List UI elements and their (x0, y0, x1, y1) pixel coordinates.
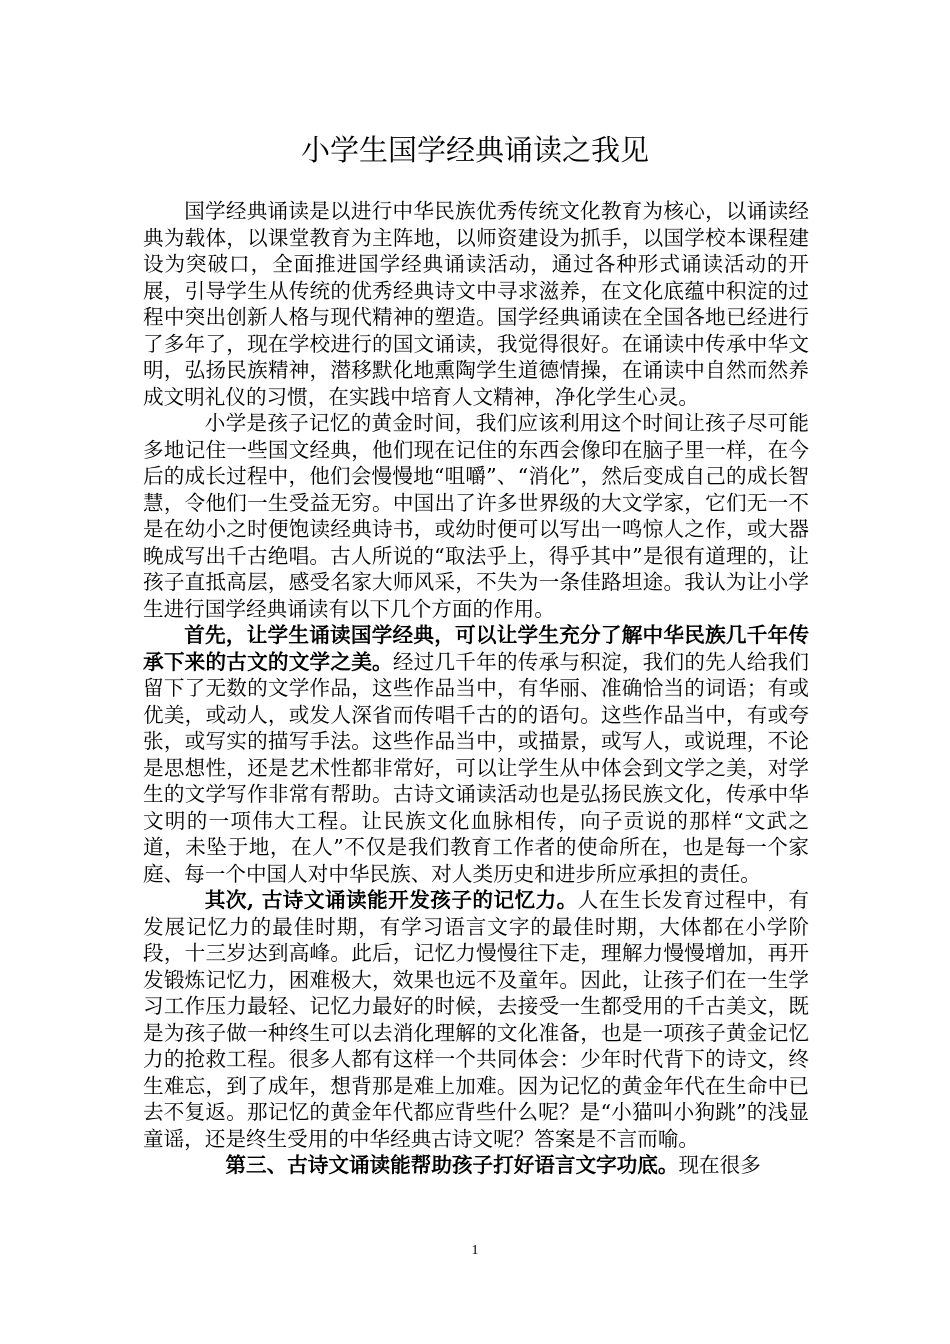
paragraph-3-lead: 首先，让学生诵读国学经典，可以让学生充分了解中华民族几千年传承下来的古文的文学之美。 (143, 623, 809, 674)
paragraph-3-text: 经过几千年的传承与积淀，我们的先人给我们留下了无数的文学作品，这些作品当中，有华丽、准确恰当的词语；有或优美，或动人，或发人深省而传唱千古的的语句。这些作品当中，有或夸张，或写实的描写手法。这些作品当中，或描景，或写人，或说理，不论是思想性，还是艺术性都非常好，可以让学生从中体会到文学之美，对学生的文学写作非常有帮助。古诗文诵读活动也是弘扬民族文化，传承中华文明的一项伟大工程。让民族文化血脉相传，向子贡说的那样“文武之道，未坠于地，在人”不仅是我们教育工作者的使命所在，也是每一个家庭、每一个中国人对中华民族、对人类历史和进步所应承担的责任。 (143, 649, 810, 886)
document-body (143, 198, 809, 1179)
paragraph-2-text: 小学是孩子记忆的黄金时间，我们应该利用这个时间让孩子尽可能多地记住一些国文经典，他们现在记住的东西会像印在脑子里一样，在今后的成长过程中，他们会慢慢地“咀嚼”、“消化”，然后变成自己的成长智慧，令他们一生受益无穷。中国出了许多世界级的大文学家，它们无一不是在幼小之时便饱读经典诗书，或幼时便可以写出一鸣惊人之作，或大器晚成写出千古绝唱。古人所说的“取法乎上，得乎其中”是很有道理的，让孩子直抵高层，感受名家大师风采，不失为一条佳路坦途。我认为让小学生进行国学经典诵读有以下几个方面的作用。 (143, 411, 809, 621)
document-title: 小学生国学经典诵读之我见 (300, 133, 649, 167)
paragraph-2 (143, 410, 809, 622)
paragraph-4 (143, 887, 809, 1152)
page-number: 1 (471, 1243, 479, 1258)
paragraph-4-text: 人在生长发育过程中，有发展记忆力的最佳时期，有学习语言文字的最佳时期，大体都在小学阶段，十三岁达到高峰。此后，记忆力慢慢往下走，理解力慢慢增加，再开发锻炼记忆力，困难极大，效果也远不及童年。因此，让孩子们在一生学习工作压力最轻、记忆力最好的时候，去接受一生都受用的千古美文，既是为孩子做一种终生可以去消化理解的文化准备，也是一项孩子黄金记忆力的抢救工程。很多人都有这样一个共同体会：少年时代背下的诗文，终生难忘，到了成年，想背那是难上加难。因为记忆的黄金年代在生命中已去不复返。那记忆的黄金年代都应背些什么呢？是“小猫叫小狗跳”的浅显童谣，还是终生受用的中华经典古诗文呢？答案是不言而喻。 (143, 888, 810, 1151)
paragraph-1 (143, 198, 809, 410)
paragraph-5-lead: 第三、古诗文诵读能帮助孩子打好语言文字功底。 (225, 1153, 679, 1177)
paragraph-5 (143, 1152, 809, 1179)
paragraph-3 (143, 622, 809, 887)
paragraph-4-lead: 其次, 古诗文诵读能开发孩子的记忆力。 (204, 888, 578, 912)
paragraph-5-text: 现在很多 (678, 1153, 761, 1177)
paragraph-1-text: 国学经典诵读是以进行中华民族优秀传统文化教育为核心，以诵读经典为载体，以课堂教育为主阵地，以师资建设为抓手，以国学校本课程建设为突破口，全面推进国学经典诵读活动，通过各种形式诵读活动的开展，引导学生从传统的优秀经典诗文中寻求滋养，在文化底蕴中积淀的过程中突出创新人格与现代精神的塑造。国学经典诵读在全国各地已经进行了多年了，现在学校进行的国文诵读，我觉得很好。在诵读中传承中华文明，弘扬民族精神，潜移默化地熏陶学生道德情操，在诵读中自然而然养成文明礼仪的习惯，在实践中培育人文精神，净化学生心灵。 (143, 199, 809, 409)
